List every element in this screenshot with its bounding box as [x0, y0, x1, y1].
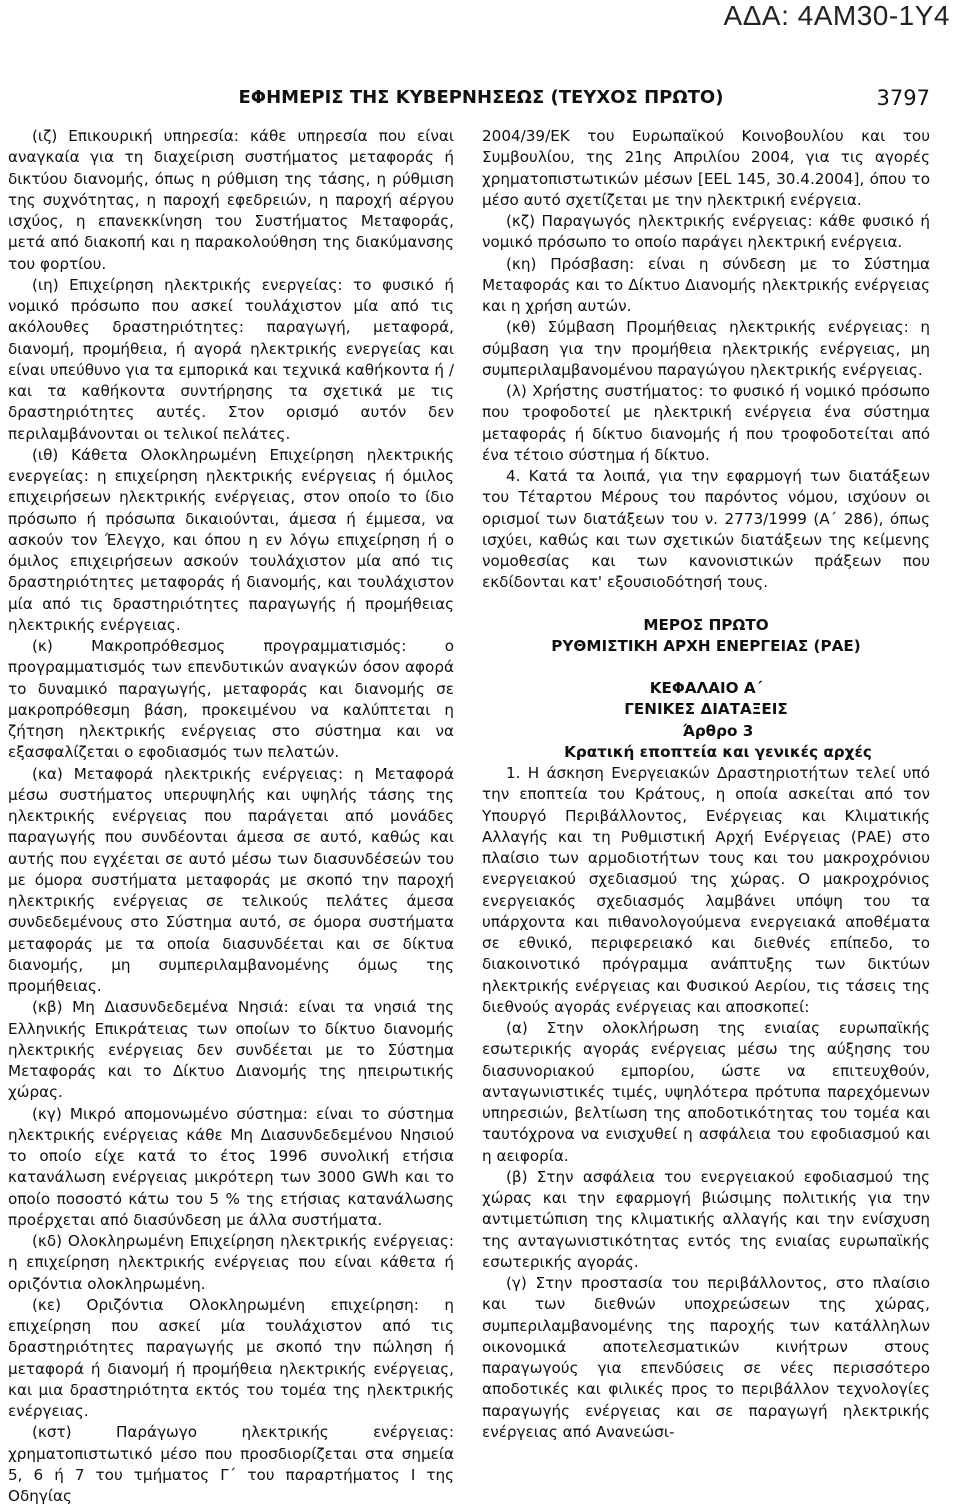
definition-paragraph: 4. Κατά τα λοιπά, για την εφαρμογή των διατάξεων του Τέταρτου Μέρους του παρόντος νόμου, ισχύουν οι ορισμοί των διατάξεων του ν. 2773/1999 (Α΄ 286), όπως ισχύει, καθώς και των σχετικών διατάξεων της κείμενης νομοθεσίας και των κανονιστικών πράξεων που εκδίδονται κατ' εξουσιοδότησή τους. — [482, 467, 930, 592]
chapter-label: ΚΕΦΑΛΑΙΟ Α΄ — [649, 679, 763, 697]
continuation-paragraph: 2004/39/ΕΚ του Ευρωπαϊκού Κοινοβουλίου και του Συμβουλίου, της 21ης Απριλίου 2004, για τις αγορές χρηματοπιστωτικών μέσων [EEL 145, 30.4.2004], όπου το μέσο αυτό σχετίζεται με την ηλεκτρική ενέργεια. — [482, 127, 930, 209]
left-column — [8, 126, 454, 1507]
article-paragraph: 1. Η άσκηση Ενεργειακών Δραστηριοτήτων τελεί υπό την εποπτεία του Κράτους, η οποία ασκείται από τον Υπουργό Περιβάλλοντος, Ενέργειας και Κλιματικής Αλλαγής και τη Ρυθμιστική Αρχή Ενέργειας (ΡΑΕ) στο πλαίσιο των αρμοδιοτήτων τους και του μακροχρόνιου ενεργειακού σχεδιασμού της χώρας. Ο μακροχρόνιος ενεργειακός σχεδιασμός λαμβάνει υπόψη του τα υπάρχοντα και πιθανολογούμενα ενεργειακά αποθέματα σε εθνικό, περιφερειακό και διεθνές επίπεδο, το διακοινοτικό πρόγραμμα ανάπτυξης των δικτύων ηλεκτρικής ενέργειας και Φυσικού Αερίου, τις τάσεις της διεθνούς αγοράς ενέργειας και αποσκοπεί: — [482, 764, 930, 1016]
definition-paragraph: (κα) Μεταφορά ηλεκτρικής ενέργειας: η Μεταφορά μέσω συστήματος υπερυψηλής και υψηλής τάσης της ηλεκτρικής ενέργειας που παράγεται από μονάδες παραγωγής που συνδέονται άμεσα σε αυτό, καθώς και αυτής που εγχέεται σε αυτό μέσω των διασυνδέσεών του με όμορα συστήματα μεταφοράς με σκοπό την παροχή ηλεκτρικής ενέργειας σε τελικούς πελάτες άμεσα συνδεδεμένους στο Σύστημα αυτό, σε όμορα συστήματα μεταφοράς με τα οποία διασυνδέεται και σε δίκτυα διανομής, μη συμπεριλαμβανομένης όμως της προμήθειας. — [8, 764, 454, 995]
ada-code: ΑΔΑ: 4ΑΜ30-1Υ4 — [723, 0, 950, 31]
part-label: ΜΕΡΟΣ ΠΡΩΤΟ — [643, 615, 769, 634]
definition-paragraph: (κδ) Ολοκληρωμένη Επιχείρηση ηλεκτρικής ενέργειας: η επιχείρηση ηλεκτρικής ενέργειας που είναι κάθετα ή οριζόντια ολοκληρωμένη. — [8, 1232, 454, 1293]
definition-paragraph: (κζ) Παραγωγός ηλεκτρικής ενέργειας: κάθε φυσικό ή νομικό πρόσωπο το οποίο παράγει ηλεκτρική ενέργεια. — [482, 212, 930, 252]
definition-paragraph: (κγ) Μικρό απομονωμένο σύστημα: είναι το σύστημα ηλεκτρικής ενέργειας κάθε Μη Διασυνδεδεμένου Νησιού το οποίο είχε κατά το έτος 1996 συνολική ετήσια κατανάλωση ενέργειας μικρότερη των 3000 GWh και το οποίο ποσοστό κάτω του 5 % της ετήσιας κατανάλωσης προέρχεται από διασύνδεση με άλλα συστήματα. — [8, 1104, 454, 1229]
article-paragraph: (β) Στην ασφάλεια του ενεργειακού εφοδιασμού της χώρας και την εφαρμογή βιώσιμης πολιτικής για την αντιμετώπιση της κλιματικής αλλαγής και την ενίσχυση της ανταγωνιστικότητας εντός της ενιαίας ευρωπαϊκής εσωτερικής αγοράς. — [482, 1167, 930, 1271]
page-header — [0, 86, 960, 112]
definition-paragraph: (κστ) Παράγωγο ηλεκτρικής ενέργειας: χρηματοπιστωτικό μέσο που προσδιορίζεται στα σημεία 5, 6 ή 7 του τμήματος Γ΄ του παραρτήματος Ι της Οδηγίας — [8, 1423, 454, 1505]
gazette-title: ΕΦΗΜΕΡΙΣ ΤΗΣ ΚΥΒΕΡΝΗΣΕΩΣ (ΤΕΥΧΟΣ ΠΡΩΤΟ) — [238, 87, 724, 108]
definition-paragraph: (κ) Μακροπρόθεσμος προγραμματισμός: ο προγραμματισμός των επενδυτικών αναγκών όσον αφορά το δυναμικό παραγωγής, μεταφοράς και διανομής σε μακροπρόθεσμη βάση, προκειμένου να καλύπτεται η ζήτηση ηλεκτρικής ενέργειας στο σύστημα και να εξασφαλίζεται ο εφοδιασμός των πελατών. — [8, 637, 454, 762]
definition-paragraph: (ιθ) Κάθετα Ολοκληρωμένη Επιχείρηση ηλεκτρικής ενεργείας: η επιχείρηση ηλεκτρικής ενέργειας ή όμιλος επιχειρήσεων ηλεκτρικής ενέργειας, στον οποίο το ίδιο πρόσωπο ή πρόσωπα δικαιούνται, άμεσα ή έμμεσα, να ασκούν τον Έλεγχο, και όπου η εν λόγω επιχείρηση ή ο όμιλος επιχειρήσεων ασκούν τουλάχιστον μία από τις δραστηριότητες μεταφοράς ή διανομής, και τουλάχιστον μία από τις δραστηριότητες παραγωγής ή προμήθειας ηλεκτρικής ενέργειας. — [8, 445, 454, 634]
definition-paragraph: (ιζ) Επικουρική υπηρεσία: κάθε υπηρεσία που είναι αναγκαία για τη διαχείριση συστήματος μεταφοράς ή δικτύου διανομής, όπως η ρύθμιση της τάσης, η ρύθμιση της συχνότητας, η παροχή εφεδρειών, η παροχή αέργου ισχύος, η επανεκκίνηση του Συστήματος Μεταφοράς, μετά από διακοπή και η παρακολούθηση της διακύμανσης του φορτίου. — [8, 127, 454, 273]
page-number: 3797 — [876, 86, 930, 110]
part-title: ΡΥΘΜΙΣΤΙΚΗ ΑΡΧΗ ΕΝΕΡΓΕΙΑΣ (ΡΑΕ) — [551, 636, 861, 655]
article-paragraph: (γ) Στην προστασία του περιβάλλοντος, στο πλαίσιο και των διεθνών υποχρεώσεων της χώρας, συμπεριλαμβανομένης της παροχής των κατάλληλων οικονομικά αποτελεσματικών κινήτρων στους παραγωγούς για επενδύσεις σε νέες περισσότερο αποδοτικές και φιλικές προς το περιβάλλον τεχνολογίες παραγωγής ενέργειας και σε παραγωγή ηλεκτρικής ενέργειας από Ανανεώσι- — [482, 1274, 930, 1441]
article-number: Άρθρο 3 — [682, 721, 754, 740]
article-title: Κρατική εποπτεία και γενικές αρχές — [564, 742, 872, 761]
definition-paragraph: (κθ) Σύμβαση Προμήθειας ηλεκτρικής ενέργειας: η σύμβαση για την προμήθεια ηλεκτρικής ενέργειας, μη συμπεριλαμβανομένου παραγώγου ηλεκτρικής ενέργειας. — [482, 318, 930, 379]
definition-paragraph: (κη) Πρόσβαση: είναι η σύνδεση με το Σύστημα Μεταφοράς και το Δίκτυο Διανομής ηλεκτρικής ενέργειας και η χρήση αυτών. — [482, 254, 930, 315]
chapter-title: ΓΕΝΙΚΕΣ ΔΙΑΤΑΞΕΙΣ — [624, 700, 788, 719]
definition-paragraph: (κε) Οριζόντια Ολοκληρωμένη επιχείρηση: η επιχείρηση που ασκεί μία τουλάχιστον από τις δραστηριότητες παραγωγής με σκοπό την πώληση ή μεταφορά ή διανομή ή προμήθεια ηλεκτρικής ενέργειας, και μια δραστηριότητα εκτός του τομέα της ηλεκτρικής ενέργειας. — [8, 1295, 454, 1420]
definition-paragraph: (λ) Χρήστης συστήματος: το φυσικό ή νομικό πρόσωπο που τροφοδοτεί με ηλεκτρική ενέργεια ένα σύστημα μεταφοράς ή δίκτυο διανομής ή που τροφοδοτείται από ένα τέτοιο σύστημα ή δίκτυο. — [482, 382, 930, 464]
article-paragraph: (α) Στην ολοκλήρωση της ενιαίας ευρωπαϊκής εσωτερικής αγοράς ενέργειας μέσω της αύξησης του διασυνοριακού εμπορίου, ώστε να επιτευχθούν, ανταγωνιστικές τιμές, υψηλότερα πρότυπα παρεχόμενων υπηρεσιών, βελτίωση της αποδοτικότητας του τομέα και ταυτόχρονα να ενισχυθεί η ασφάλεια του εφοδιασμού και η αειφορία. — [482, 1019, 930, 1165]
right-column — [482, 126, 930, 1443]
definition-paragraph: (ιη) Επιχείρηση ηλεκτρικής ενεργείας: το φυσικό ή νομικό πρόσωπο που ασκεί τουλάχιστον μία από τις ακόλουθες δραστηριότητες: παραγωγή, μεταφορά, διανομή, προμήθεια, ή αγορά ηλεκτρικής ενεργείας και είναι υπεύθυνο για τα εμπορικά και τεχνικά καθήκοντα ή /και τα καθήκοντα συντήρησης τα σχετικά με τις δραστηριότητες αυτές. Στον ορισμό αυτόν δεν περιλαμβάνονται οι τελικοί πελάτες. — [8, 275, 454, 443]
definition-paragraph: (κβ) Μη Διασυνδεδεμένα Νησιά: είναι τα νησιά της Ελληνικής Επικράτειας των οποίων το δίκτυο διανομής ηλεκτρικής ενέργειας δεν συνδέεται με το Σύστημα Μεταφοράς και το Δίκτυο Διανομής της ηπειρωτικής χώρας. — [8, 998, 454, 1102]
